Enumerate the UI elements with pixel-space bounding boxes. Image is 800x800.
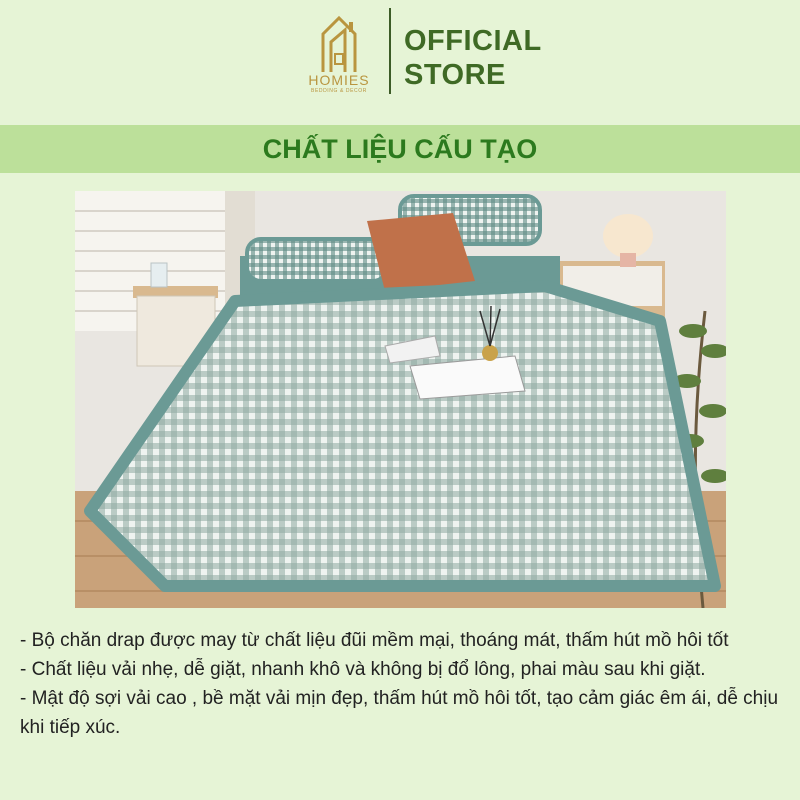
section-title: CHẤT LIỆU CẤU TẠO bbox=[262, 134, 538, 164]
homies-logo bbox=[300, 12, 378, 102]
store-line-2: STORE bbox=[404, 59, 506, 91]
description-line-3: - Mật độ sợi vải cao , bề mặt vải mịn đẹp, thấm hút mồ hôi tốt, tạo cảm giác êm ái, dễ chịu khi tiếp xúc. bbox=[20, 688, 779, 738]
description bbox=[20, 626, 780, 742]
logo-name: HOMIES bbox=[308, 72, 370, 88]
store-line-1: OFFICIAL bbox=[404, 25, 542, 57]
header-divider bbox=[389, 8, 391, 94]
house-logo-icon bbox=[309, 12, 369, 74]
logo-subtitle: BEDDING & DECOR bbox=[311, 88, 367, 94]
bed-photo-icon bbox=[75, 191, 726, 608]
description-line-2: - Chất liệu vải nhẹ, dễ giặt, nhanh khô và không bị đổ lông, phai màu sau khi giặt. bbox=[20, 659, 706, 680]
header bbox=[0, 0, 800, 118]
description-line-1: - Bộ chăn drap được may từ chất liệu đũi mềm mại, thoáng mát, thấm hút mồ hôi tốt bbox=[20, 630, 729, 651]
official-store-label bbox=[404, 24, 542, 92]
